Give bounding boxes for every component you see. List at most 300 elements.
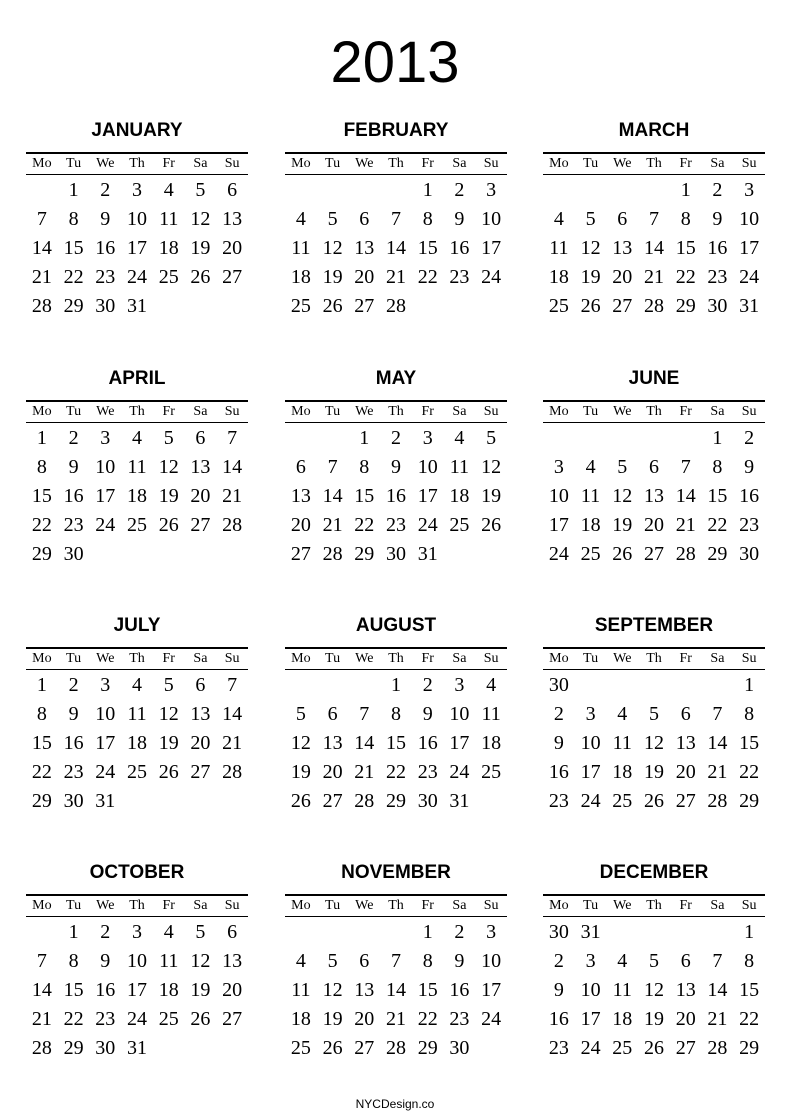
- day-cell: 20: [222, 237, 243, 259]
- month-january: [26, 118, 248, 321]
- day-cell: 3: [585, 950, 596, 972]
- day-cell: 23: [385, 514, 406, 536]
- day-cell: 17: [126, 237, 147, 259]
- day-cell: 9: [454, 950, 465, 972]
- day-cell: 17: [548, 514, 569, 536]
- weekday-header: [26, 894, 248, 917]
- month-february: [285, 118, 507, 321]
- day-cell: 1: [68, 921, 79, 943]
- day-cell: 23: [63, 514, 84, 536]
- day-cell: 14: [707, 979, 728, 1001]
- day-cell: 5: [486, 427, 497, 449]
- day-cell: 25: [580, 543, 601, 565]
- day-cell: 19: [158, 485, 179, 507]
- empty-day-cell: [670, 424, 702, 453]
- weekday-label: Mo: [32, 651, 52, 666]
- weekday-label: Mo: [549, 156, 569, 171]
- day-cell: 4: [295, 208, 306, 230]
- day-cell: 1: [422, 921, 433, 943]
- day-cell: 8: [744, 950, 755, 972]
- weekday-label: Th: [646, 156, 662, 171]
- day-grid: [285, 424, 507, 569]
- day-cell: 12: [190, 950, 211, 972]
- day-cell: 11: [159, 950, 179, 972]
- day-cell: 20: [643, 514, 664, 536]
- day-cell: 18: [158, 979, 179, 1001]
- weekday-label: Su: [224, 404, 240, 419]
- weekday-label: Th: [646, 651, 662, 666]
- day-cell: 26: [580, 295, 601, 317]
- day-cell: 7: [327, 456, 338, 478]
- day-grid: [543, 424, 765, 569]
- day-cell: 11: [127, 456, 147, 478]
- weekday-label: Sa: [710, 898, 725, 913]
- day-cell: 15: [354, 485, 375, 507]
- day-cell: 20: [290, 514, 311, 536]
- empty-day-cell: [285, 671, 317, 700]
- page-title: 2013: [330, 30, 460, 95]
- day-cell: 22: [417, 266, 438, 288]
- day-cell: 23: [95, 1008, 116, 1030]
- day-cell: 21: [707, 761, 728, 783]
- day-cell: 16: [449, 237, 470, 259]
- day-cell: 8: [422, 950, 433, 972]
- weekday-header: [543, 400, 765, 423]
- day-cell: 29: [417, 1037, 438, 1059]
- day-cell: 22: [31, 514, 52, 536]
- day-cell: 24: [580, 1037, 601, 1059]
- empty-day-cell: [317, 918, 349, 947]
- weekday-label: Fr: [162, 651, 175, 666]
- day-grid: [285, 176, 507, 321]
- day-cell: 27: [322, 790, 343, 812]
- day-cell: 4: [617, 950, 628, 972]
- day-cell: 12: [158, 456, 179, 478]
- weekday-label: Tu: [66, 898, 82, 913]
- day-cell: 3: [553, 456, 564, 478]
- day-cell: 13: [222, 950, 243, 972]
- day-cell: 28: [707, 790, 728, 812]
- day-cell: 24: [481, 1008, 502, 1030]
- empty-day-cell: [317, 671, 349, 700]
- day-cell: 30: [449, 1037, 470, 1059]
- day-cell: 5: [648, 703, 659, 725]
- empty-day-cell: [543, 176, 575, 205]
- day-grid: [26, 671, 248, 816]
- day-cell: 16: [548, 761, 569, 783]
- day-cell: 17: [580, 1008, 601, 1030]
- day-cell: 25: [158, 266, 179, 288]
- day-cell: 25: [612, 790, 633, 812]
- day-cell: 17: [417, 485, 438, 507]
- day-cell: 12: [643, 732, 664, 754]
- day-cell: 4: [163, 179, 174, 201]
- weekday-label: Th: [388, 156, 404, 171]
- day-cell: 20: [612, 266, 633, 288]
- weekday-label: Th: [129, 898, 145, 913]
- day-cell: 13: [354, 237, 375, 259]
- day-cell: 12: [643, 979, 664, 1001]
- day-cell: 9: [100, 208, 111, 230]
- month-april: [26, 366, 248, 569]
- day-grid: [543, 176, 765, 321]
- day-cell: 6: [195, 674, 206, 696]
- weekday-label: Su: [224, 898, 240, 913]
- day-cell: 12: [612, 485, 633, 507]
- day-grid: [285, 918, 507, 1063]
- day-cell: 19: [158, 732, 179, 754]
- day-cell: 14: [707, 732, 728, 754]
- day-cell: 27: [354, 295, 375, 317]
- day-grid: [543, 671, 765, 816]
- day-cell: 10: [580, 732, 601, 754]
- empty-day-cell: [575, 176, 607, 205]
- day-cell: 2: [422, 674, 433, 696]
- weekday-label: Tu: [66, 156, 82, 171]
- day-cell: 2: [68, 427, 79, 449]
- weekday-label: Th: [129, 404, 145, 419]
- empty-day-cell: [317, 176, 349, 205]
- day-cell: 5: [617, 456, 628, 478]
- weekday-label: Tu: [583, 156, 599, 171]
- weekday-label: Sa: [710, 404, 725, 419]
- day-cell: 10: [580, 979, 601, 1001]
- weekday-label: Sa: [452, 404, 467, 419]
- empty-day-cell: [638, 424, 670, 453]
- day-cell: 2: [68, 674, 79, 696]
- day-cell: 4: [617, 703, 628, 725]
- month-june: [543, 366, 765, 569]
- day-cell: 28: [31, 1037, 52, 1059]
- day-cell: 15: [385, 732, 406, 754]
- day-cell: 19: [322, 1008, 343, 1030]
- weekday-label: We: [613, 898, 632, 913]
- day-cell: 17: [580, 761, 601, 783]
- day-cell: 24: [417, 514, 438, 536]
- day-cell: 23: [63, 761, 84, 783]
- day-cell: 16: [95, 237, 116, 259]
- day-cell: 1: [359, 427, 370, 449]
- day-cell: 19: [322, 266, 343, 288]
- day-cell: 17: [481, 979, 502, 1001]
- empty-day-cell: [348, 671, 380, 700]
- day-cell: 28: [222, 514, 243, 536]
- day-cell: 29: [739, 790, 760, 812]
- weekday-label: Su: [741, 651, 757, 666]
- empty-day-cell: [638, 176, 670, 205]
- day-cell: 4: [454, 427, 465, 449]
- day-cell: 7: [36, 208, 47, 230]
- weekday-label: Th: [129, 156, 145, 171]
- day-cell: 3: [585, 703, 596, 725]
- day-cell: 8: [390, 703, 401, 725]
- day-cell: 11: [481, 703, 501, 725]
- weekday-label: Sa: [193, 404, 208, 419]
- day-cell: 8: [36, 456, 47, 478]
- day-cell: 9: [390, 456, 401, 478]
- weekday-header: [285, 894, 507, 917]
- day-cell: 26: [158, 514, 179, 536]
- empty-day-cell: [380, 176, 412, 205]
- weekday-header: [543, 647, 765, 670]
- day-cell: 25: [612, 1037, 633, 1059]
- day-cell: 22: [31, 761, 52, 783]
- day-cell: 24: [548, 543, 569, 565]
- day-cell: 1: [744, 921, 755, 943]
- day-cell: 16: [548, 1008, 569, 1030]
- weekday-label: Mo: [32, 156, 52, 171]
- day-cell: 10: [126, 950, 147, 972]
- day-cell: 24: [95, 514, 116, 536]
- empty-day-cell: [26, 918, 58, 947]
- empty-day-cell: [606, 918, 638, 947]
- day-cell: 4: [553, 208, 564, 230]
- day-cell: 14: [222, 703, 243, 725]
- weekday-label: We: [96, 651, 115, 666]
- month-name: JANUARY: [91, 120, 183, 141]
- weekday-label: We: [96, 156, 115, 171]
- day-cell: 22: [385, 761, 406, 783]
- day-cell: 21: [322, 514, 343, 536]
- day-cell: 29: [385, 790, 406, 812]
- day-cell: 15: [31, 485, 52, 507]
- day-cell: 14: [643, 237, 664, 259]
- day-cell: 31: [95, 790, 116, 812]
- footer-credit: NYCDesign.co: [355, 1097, 435, 1111]
- day-cell: 25: [290, 1037, 311, 1059]
- day-cell: 20: [354, 1008, 375, 1030]
- day-cell: 12: [158, 703, 179, 725]
- day-cell: 28: [322, 543, 343, 565]
- day-cell: 18: [481, 732, 502, 754]
- weekday-label: Tu: [583, 898, 599, 913]
- day-cell: 11: [549, 237, 569, 259]
- weekday-label: Sa: [193, 651, 208, 666]
- day-cell: 27: [612, 295, 633, 317]
- month-name: DECEMBER: [599, 862, 709, 883]
- month-name: APRIL: [108, 368, 166, 389]
- weekday-label: Su: [741, 404, 757, 419]
- day-cell: 28: [675, 543, 696, 565]
- day-cell: 27: [675, 1037, 696, 1059]
- day-cell: 17: [95, 732, 116, 754]
- day-cell: 30: [548, 674, 569, 696]
- day-cell: 22: [417, 1008, 438, 1030]
- day-cell: 13: [643, 485, 664, 507]
- weekday-label: Mo: [549, 404, 569, 419]
- day-cell: 23: [449, 1008, 470, 1030]
- day-cell: 2: [100, 179, 111, 201]
- day-cell: 2: [390, 427, 401, 449]
- day-cell: 8: [680, 208, 691, 230]
- day-cell: 15: [739, 732, 760, 754]
- day-cell: 10: [481, 950, 502, 972]
- day-cell: 23: [739, 514, 760, 536]
- day-cell: 20: [354, 266, 375, 288]
- day-cell: 14: [322, 485, 343, 507]
- empty-day-cell: [285, 918, 317, 947]
- day-cell: 10: [481, 208, 502, 230]
- day-cell: 19: [643, 761, 664, 783]
- day-cell: 11: [291, 237, 311, 259]
- day-cell: 1: [36, 427, 47, 449]
- day-cell: 23: [417, 761, 438, 783]
- day-cell: 5: [585, 208, 596, 230]
- day-cell: 2: [553, 703, 564, 725]
- day-cell: 25: [481, 761, 502, 783]
- day-cell: 27: [222, 1008, 243, 1030]
- day-cell: 26: [190, 266, 211, 288]
- month-name: MARCH: [618, 120, 690, 141]
- day-cell: 5: [327, 950, 338, 972]
- day-cell: 3: [744, 179, 755, 201]
- day-cell: 8: [422, 208, 433, 230]
- weekday-label: We: [613, 651, 632, 666]
- day-cell: 22: [739, 761, 760, 783]
- day-cell: 15: [739, 979, 760, 1001]
- weekday-label: Mo: [291, 898, 311, 913]
- day-cell: 4: [486, 674, 497, 696]
- day-cell: 15: [417, 237, 438, 259]
- day-cell: 11: [127, 703, 147, 725]
- day-cell: 21: [31, 266, 52, 288]
- day-cell: 25: [126, 514, 147, 536]
- day-cell: 7: [680, 456, 691, 478]
- weekday-label: Fr: [421, 898, 434, 913]
- day-grid: [285, 671, 507, 816]
- empty-day-cell: [606, 424, 638, 453]
- day-cell: 26: [643, 1037, 664, 1059]
- day-cell: 19: [612, 514, 633, 536]
- day-cell: 16: [95, 979, 116, 1001]
- day-cell: 18: [612, 1008, 633, 1030]
- day-cell: 13: [222, 208, 243, 230]
- day-cell: 24: [126, 1008, 147, 1030]
- day-cell: 29: [63, 295, 84, 317]
- day-cell: 21: [707, 1008, 728, 1030]
- day-cell: 31: [449, 790, 470, 812]
- weekday-label: Su: [224, 156, 240, 171]
- empty-day-cell: [575, 424, 607, 453]
- weekday-label: Sa: [452, 156, 467, 171]
- day-cell: 15: [31, 732, 52, 754]
- weekday-label: Sa: [710, 156, 725, 171]
- day-cell: 6: [680, 703, 691, 725]
- weekday-header: [26, 400, 248, 423]
- day-cell: 1: [744, 674, 755, 696]
- month-july: [26, 613, 248, 816]
- weekday-label: Sa: [710, 651, 725, 666]
- day-cell: 21: [222, 732, 243, 754]
- day-cell: 17: [126, 979, 147, 1001]
- day-cell: 31: [739, 295, 760, 317]
- day-cell: 19: [290, 761, 311, 783]
- day-cell: 19: [643, 1008, 664, 1030]
- weekday-label: Su: [483, 651, 499, 666]
- day-cell: 17: [449, 732, 470, 754]
- day-cell: 27: [643, 543, 664, 565]
- day-cell: 21: [643, 266, 664, 288]
- day-cell: 16: [417, 732, 438, 754]
- day-cell: 5: [327, 208, 338, 230]
- weekday-header: [26, 647, 248, 670]
- day-grid: [26, 424, 248, 569]
- day-cell: 6: [295, 456, 306, 478]
- day-cell: 15: [675, 237, 696, 259]
- day-cell: 14: [222, 456, 243, 478]
- day-cell: 28: [643, 295, 664, 317]
- day-cell: 11: [291, 979, 311, 1001]
- weekday-header: [285, 400, 507, 423]
- day-cell: 8: [712, 456, 723, 478]
- day-cell: 27: [190, 761, 211, 783]
- day-cell: 13: [354, 979, 375, 1001]
- day-cell: 29: [31, 543, 52, 565]
- day-cell: 12: [322, 979, 343, 1001]
- month-october: [26, 860, 248, 1063]
- day-cell: 13: [190, 456, 211, 478]
- day-cell: 6: [359, 950, 370, 972]
- day-cell: 11: [580, 485, 601, 507]
- day-cell: 19: [481, 485, 502, 507]
- day-cell: 14: [385, 979, 406, 1001]
- day-cell: 8: [36, 703, 47, 725]
- day-cell: 11: [612, 732, 632, 754]
- day-cell: 3: [486, 179, 497, 201]
- empty-day-cell: [285, 176, 317, 205]
- day-cell: 14: [385, 237, 406, 259]
- day-cell: 30: [95, 1037, 116, 1059]
- day-cell: 20: [675, 1008, 696, 1030]
- day-cell: 7: [648, 208, 659, 230]
- day-cell: 9: [553, 979, 564, 1001]
- day-cell: 24: [580, 790, 601, 812]
- day-cell: 10: [739, 208, 760, 230]
- day-cell: 30: [63, 543, 84, 565]
- day-cell: 29: [63, 1037, 84, 1059]
- day-cell: 17: [95, 485, 116, 507]
- day-cell: 29: [31, 790, 52, 812]
- day-cell: 3: [454, 674, 465, 696]
- day-cell: 19: [190, 237, 211, 259]
- day-cell: 3: [100, 674, 111, 696]
- weekday-label: Tu: [583, 651, 599, 666]
- weekday-label: Fr: [421, 156, 434, 171]
- day-cell: 23: [548, 790, 569, 812]
- day-cell: 4: [131, 674, 142, 696]
- day-cell: 18: [158, 237, 179, 259]
- weekday-label: We: [613, 404, 632, 419]
- weekday-label: Tu: [66, 404, 82, 419]
- day-cell: 6: [195, 427, 206, 449]
- day-cell: 25: [548, 295, 569, 317]
- weekday-header: [543, 894, 765, 917]
- day-cell: 1: [390, 674, 401, 696]
- day-cell: 1: [36, 674, 47, 696]
- day-cell: 10: [417, 456, 438, 478]
- weekday-label: We: [613, 156, 632, 171]
- day-cell: 3: [131, 179, 142, 201]
- weekday-label: Mo: [549, 651, 569, 666]
- day-cell: 23: [95, 266, 116, 288]
- weekday-label: Fr: [162, 156, 175, 171]
- month-may: [285, 366, 507, 569]
- day-cell: 18: [126, 732, 147, 754]
- weekday-label: Su: [483, 156, 499, 171]
- day-cell: 2: [712, 179, 723, 201]
- day-cell: 24: [739, 266, 760, 288]
- day-cell: 3: [131, 921, 142, 943]
